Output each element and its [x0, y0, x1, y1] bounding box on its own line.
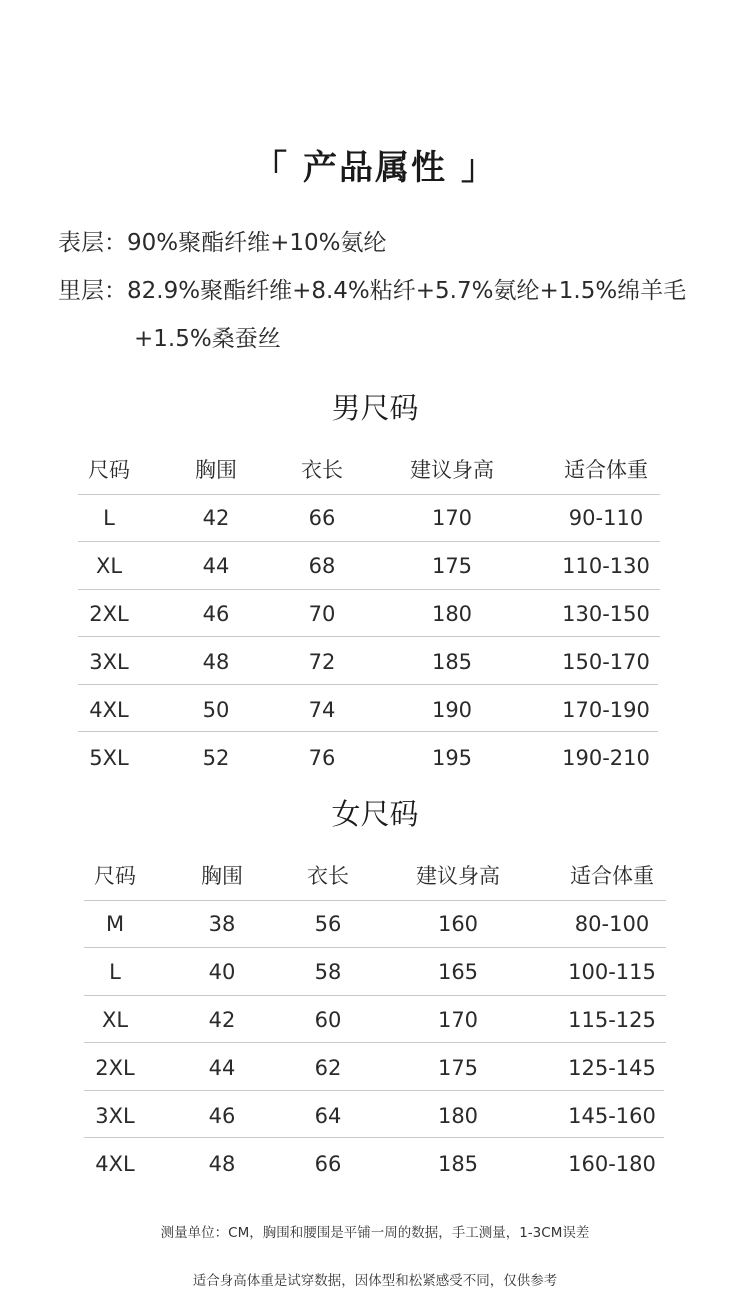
- row-divider: [84, 995, 666, 996]
- table-row: [78, 590, 660, 638]
- table-cell: 42: [208, 1008, 236, 1032]
- table-row: [78, 542, 660, 590]
- table-cell: XL: [95, 554, 123, 578]
- table-row: [78, 494, 660, 542]
- table-cell: 66: [314, 1152, 342, 1176]
- table-cell: 100-115: [568, 960, 656, 984]
- table-cell: 64: [314, 1104, 342, 1128]
- table-cell: 165: [437, 960, 479, 984]
- table-row: [84, 1044, 666, 1092]
- table-cell: 180: [431, 602, 473, 626]
- table-cell: 115-125: [568, 1008, 656, 1032]
- table-cell: 180: [437, 1104, 479, 1128]
- inner-material: [58, 272, 686, 305]
- table-row: [84, 996, 666, 1044]
- table-row: [84, 1140, 666, 1188]
- table-cell: 60: [314, 1008, 342, 1032]
- row-divider: [78, 731, 658, 732]
- table-cell: 46: [202, 602, 230, 626]
- table-cell: 40: [208, 960, 236, 984]
- table-cell: 80-100: [574, 912, 650, 936]
- table-cell: 52: [202, 746, 230, 770]
- table-header-cell: 适合体重: [570, 864, 654, 888]
- table-cell: XL: [101, 1008, 129, 1032]
- measurement-note: 测量单位：CM，胸围和腰围是平铺一周的数据，手工测量，1-3CM误差: [160, 1225, 590, 1241]
- table-cell: 175: [431, 554, 473, 578]
- table-cell: 170: [431, 506, 473, 530]
- row-divider: [84, 947, 666, 948]
- table-cell: 5XL: [89, 746, 129, 770]
- table-cell: 170-190: [562, 698, 650, 722]
- table-header-cell: 尺码: [88, 458, 130, 482]
- table-cell: 110-130: [562, 554, 650, 578]
- table-cell: 150-170: [562, 650, 650, 674]
- women-size-table: [84, 852, 666, 1192]
- table-cell: 56: [314, 912, 342, 936]
- table-cell: 44: [202, 554, 230, 578]
- table-header-cell: 适合体重: [564, 458, 648, 482]
- table-header-row: [84, 852, 666, 900]
- row-divider: [84, 1042, 666, 1043]
- table-cell: 145-160: [568, 1104, 656, 1128]
- table-cell: 190: [431, 698, 473, 722]
- table-header-cell: 尺码: [94, 864, 136, 888]
- row-divider: [84, 1137, 664, 1138]
- table-cell: 170: [437, 1008, 479, 1032]
- table-cell: 2XL: [89, 602, 129, 626]
- table-cell: 160: [437, 912, 479, 936]
- row-divider: [78, 541, 660, 542]
- inner-material-label: 里层：: [58, 278, 127, 304]
- table-cell: M: [105, 912, 125, 936]
- table-header-row: [78, 446, 660, 494]
- men-size-title: 男尺码: [331, 391, 419, 425]
- table-cell: 190-210: [562, 746, 650, 770]
- table-cell: 70: [308, 602, 336, 626]
- table-cell: 58: [314, 960, 342, 984]
- table-cell: 3XL: [89, 650, 129, 674]
- table-header-cell: 衣长: [301, 458, 343, 482]
- row-divider: [78, 636, 660, 637]
- table-cell: 175: [437, 1056, 479, 1080]
- table-row: [84, 900, 666, 948]
- row-divider: [84, 1090, 664, 1091]
- table-cell: 38: [208, 912, 236, 936]
- table-row: [78, 686, 660, 734]
- table-header-cell: 胸围: [195, 458, 237, 482]
- inner-material-value-line2: +1.5%桑蚕丝: [134, 326, 281, 352]
- row-divider: [78, 494, 660, 495]
- table-cell: 72: [308, 650, 336, 674]
- table-cell: 90-110: [568, 506, 644, 530]
- table-cell: 160-180: [568, 1152, 656, 1176]
- row-divider: [78, 684, 658, 685]
- table-cell: 2XL: [95, 1056, 135, 1080]
- table-header-cell: 建议身高: [410, 458, 494, 482]
- fit-note: 适合身高体重是试穿数据，因体型和松紧感受不同，仅供参考: [192, 1273, 558, 1289]
- table-row: [84, 948, 666, 996]
- title-text: 产品属性: [303, 148, 447, 188]
- page-title: [0, 140, 750, 189]
- table-cell: 74: [308, 698, 336, 722]
- table-cell: 48: [202, 650, 230, 674]
- women-size-title: 女尺码: [331, 797, 419, 831]
- inner-material-value-line1: 82.9%聚酯纤维+8.4%粘纤+5.7%氨纶+1.5%绵羊毛: [127, 278, 687, 304]
- table-row: [84, 1092, 666, 1140]
- table-cell: 48: [208, 1152, 236, 1176]
- title-close-bracket: 」: [461, 148, 497, 188]
- table-cell: L: [103, 506, 115, 530]
- table-cell: 44: [208, 1056, 236, 1080]
- outer-material-value: 90%聚酯纤维+10%氨纶: [127, 230, 387, 256]
- table-row: [78, 734, 660, 782]
- table-row: [78, 638, 660, 686]
- table-cell: 76: [308, 746, 336, 770]
- table-cell: 125-145: [568, 1056, 656, 1080]
- table-header-cell: 建议身高: [416, 864, 500, 888]
- table-cell: 130-150: [562, 602, 650, 626]
- table-cell: 50: [202, 698, 230, 722]
- table-cell: 42: [202, 506, 230, 530]
- row-divider: [84, 900, 666, 901]
- table-header-cell: 衣长: [307, 864, 349, 888]
- table-cell: 185: [437, 1152, 479, 1176]
- row-divider: [78, 589, 660, 590]
- table-cell: 68: [308, 554, 336, 578]
- inner-material-continued: [134, 320, 281, 353]
- outer-material: [58, 224, 387, 257]
- table-cell: 4XL: [89, 698, 129, 722]
- table-cell: 4XL: [95, 1152, 135, 1176]
- table-cell: 66: [308, 506, 336, 530]
- men-size-table: [78, 446, 660, 786]
- table-cell: L: [109, 960, 121, 984]
- table-cell: 62: [314, 1056, 342, 1080]
- table-header-cell: 胸围: [201, 864, 243, 888]
- table-cell: 3XL: [95, 1104, 135, 1128]
- title-open-bracket: 「: [253, 148, 289, 188]
- table-cell: 46: [208, 1104, 236, 1128]
- table-cell: 185: [431, 650, 473, 674]
- table-cell: 195: [431, 746, 473, 770]
- outer-material-label: 表层：: [58, 230, 127, 256]
